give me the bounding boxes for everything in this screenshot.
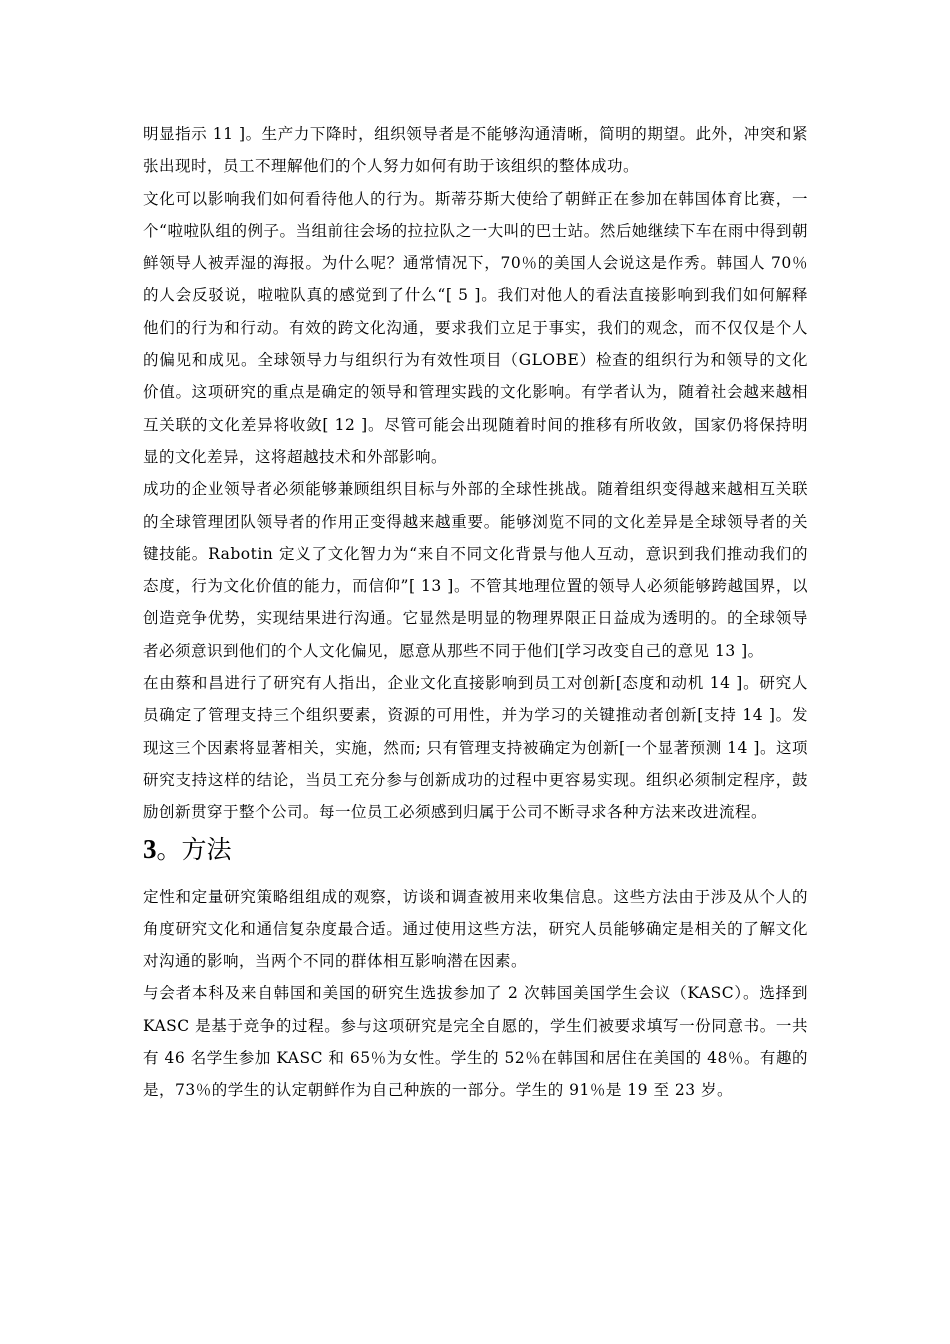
paragraph-culture-perception: 文化可以影响我们如何看待他人的行为。斯蒂芬斯大使给了朝鲜正在参加在韩国体育比赛，一个“啦啦队组的例子。当组前往会场的拉拉队之一大叫的巴士站。然后她继续下车在雨中得到朝鲜领导人被弄湿的海报。为什么呢？通常情况下，70％的美国人会说这是作秀。韩国人 70％的人会反驳说，啦啦队真的感觉到了什么“[ 5 ]。我们对他人的看法直接影响到我们如何解释他们的行为和行动。有效的跨文化沟通，要求我们立足于事实，我们的观念，而不仅仅是个人的偏见和成见。全球领导力与组织行为有效性项目（GLOBE）检查的组织行为和领导的文化价值。这项研究的重点是确定的领导和管理实践的文化影响。有学者认为，随着社会越来越相互关联的文化差异将收敛[ 12 ]。尽管可能会出现随着时间的推移有所收敛，国家仍将保持明显的文化差异，这将超越技术和外部影响。 <box>143 189 808 466</box>
paragraph-research-methods: 定性和定量研究策略组组成的观察，访谈和调查被用来收集信息。这些方法由于涉及从个人的角度研究文化和通信复杂度最合适。通过使用这些方法，研究人员能够确定是相关的了解文化对沟通的影响，当两个不同的群体相互影响潜在因素。 <box>143 887 808 971</box>
heading-spacer <box>143 869 808 881</box>
section-title: 方法 <box>181 834 232 864</box>
section-number: 3 <box>143 833 157 864</box>
section-heading-methods <box>143 829 808 869</box>
document-page <box>143 118 808 1107</box>
paragraph-innovation-study: 在由蔡和昌进行了研究有人指出，企业文化直接影响到员工对创新[态度和动机 14 ]。研究人员确定了管理支持三个组织要素，资源的可用性，并为学习的关键推动者创新[支持 14 ]。发现这三个因素将显著相关，实施，然而; 只有管理支持被确定为创新[一个显著预测 14 ]。这项研究支持这样的结论，当员工充分参与创新成功的过程中更容易实现。组织必须制定程序，鼓励创新贯穿于整个公司。每一位员工必须感到归属于公司不断寻求各种方法来改进流程。 <box>143 674 808 822</box>
paragraph-participants: 与会者本科及来自韩国和美国的研究生选拔参加了 2 次韩国美国学生会议（KASC）。选择到 KASC 是基于竞争的过程。参与这项研究是完全自愿的，学生们被要求填写一份同意书。一共有 46 名学生参加 KASC 和 65％为女性。学生的 52％在韩国和居住在美国的 48％。有趣的是，73％的学生的认定朝鲜作为自己种族的一部分。学生的 91％是 19 至 23 岁。 <box>143 984 808 1100</box>
section-separator: 。 <box>156 834 182 864</box>
paragraph-global-leadership: 成功的企业领导者必须能够兼顾组织目标与外部的全球性挑战。随着组织变得越来越相互关联的全球管理团队领导者的作用正变得越来越重要。能够浏览不同的文化差异是全球领导者的关键技能。Rabotin 定义了文化智力为“来自不同文化背景与他人互动，意识到我们推动我们的态度，行为文化价值的能力，而信仰”[ 13 ]。不管其地理位置的领导人必须能够跨越国界，以创造竞争优势，实现结果进行沟通。它显然是明显的物理界限正日益成为透明的。的全球领导者必须意识到他们的个人文化偏见，愿意从那些不同于他们[学习改变自己的意见 13 ]。 <box>143 480 808 660</box>
paragraph-productivity: 明显指示 11 ]。生产力下降时，组织领导者是不能够沟通清晰，简明的期望。此外，冲突和紧张出现时，员工不理解他们的个人努力如何有助于该组织的整体成功。 <box>143 125 808 176</box>
